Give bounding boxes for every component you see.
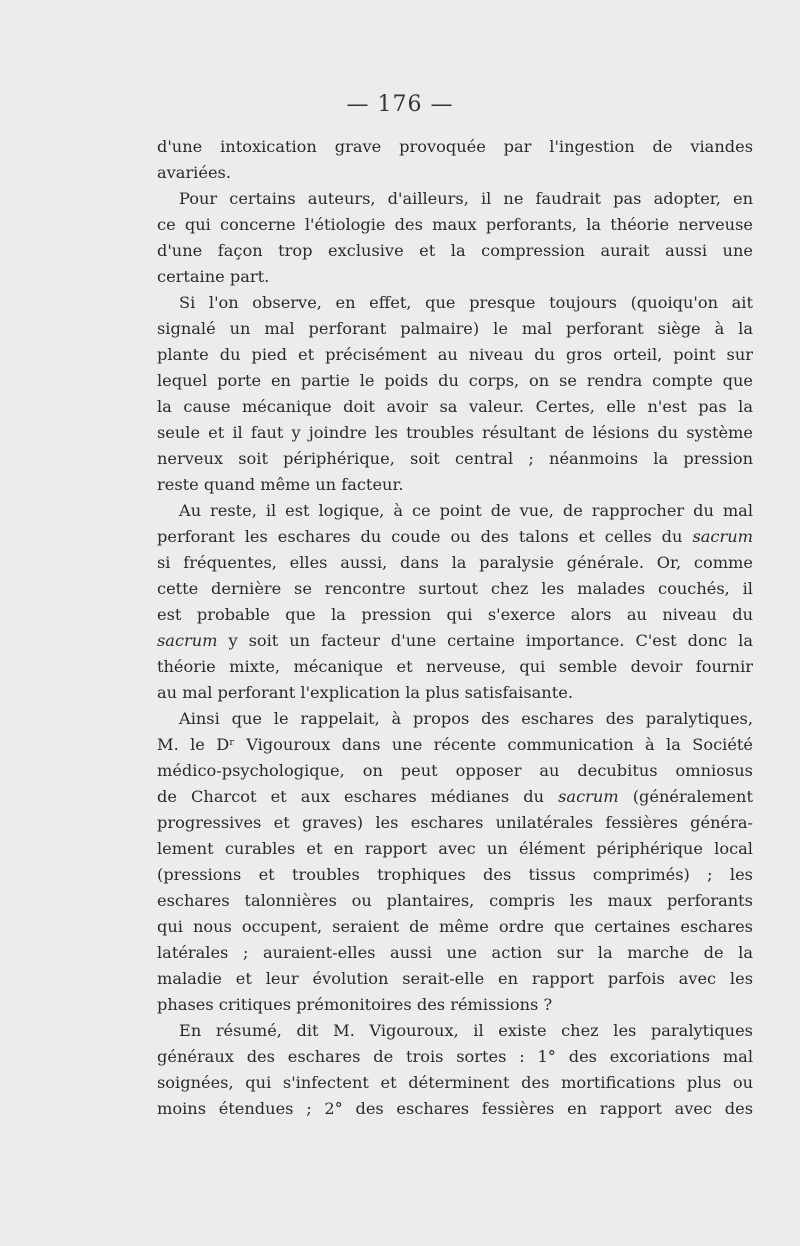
text-line: lequel porte en partie le poids du corps, on se rendra compte que [157,371,753,390]
text-line: Si l'on observe, en effet, que presque toujours (quoiqu'on ait [179,293,753,312]
text-line: d'une intoxication grave provoquée par l'ingestion de viandes [157,137,753,156]
text-line: généraux des eschares de trois sortes : 1° des excoriations mal [157,1047,753,1066]
text-line: plante du pied et précisément au niveau du gros orteil, point sur [157,345,753,364]
text-line [157,784,753,810]
text-line: phases critiques prémonitoires des rémissions ? [157,995,553,1014]
text-line: ce qui concerne l'étiologie des maux perforants, la théorie nerveuse [157,215,753,234]
italic-term: sacrum [692,527,753,546]
page-number: — 176 — [346,92,454,117]
italic-term: sacrum [558,787,619,806]
text-line: En résumé, dit M. Vigouroux, il existe chez les paralytiques [179,1021,753,1040]
text-line: est probable que la pression qui s'exerce alors au niveau du [157,605,753,624]
text-line: soignées, qui s'infectent et déterminent des mortifications plus ou [157,1073,753,1092]
text-segment: de Charcot et aux eschares médianes du [157,787,559,806]
text-line: lement curables et en rapport avec un élément périphérique local [157,839,753,858]
text-line: médico-psychologique, on peut opposer au decubitus omniosus [157,761,753,780]
text-line: Ainsi que le rappelait, à propos des eschares des paralytiques, [179,709,753,728]
text-line: eschares talonnières ou plantaires, compris les maux perforants [157,891,753,910]
text-segment: y soit un facteur d'une certaine importance. C'est donc la [217,631,753,650]
text-line: Pour certains auteurs, d'ailleurs, il ne faudrait pas adopter, en [179,189,753,208]
text-line: cette dernière se rencontre surtout chez les malades couchés, il [157,579,753,598]
text-line: progressives et graves) les eschares unilatérales fessières généra- [157,813,753,832]
text-line: signalé un mal perforant palmaire) le mal perforant siège à la [157,319,753,338]
text-line: moins étendues ; 2° des eschares fessières en rapport avec des [157,1099,753,1118]
text-line: seule et il faut y joindre les troubles résultant de lésions du système [157,423,753,442]
body-text [157,134,753,1122]
text-line: Au reste, il est logique, à ce point de vue, de rapprocher du mal [179,501,753,520]
text-line: si fréquentes, elles aussi, dans la paralysie générale. Or, comme [157,553,753,572]
text-line: certaine part. [157,267,270,286]
text-line: M. le Dʳ Vigouroux dans une récente communication à la Société [157,735,753,754]
text-line: (pressions et troubles trophiques des tissus comprimés) ; les [157,865,753,884]
text-line: maladie et leur évolution serait-elle en rapport parfois avec les [157,969,753,988]
text-line [157,524,753,550]
text-line: théorie mixte, mécanique et nerveuse, qui semble devoir fournir [157,657,753,676]
text-line: avariées. [157,163,231,182]
text-line: qui nous occupent, seraient de même ordre que certaines eschares [157,917,753,936]
text-segment: (généralement [618,787,753,806]
italic-term: sacrum [157,631,218,650]
text-segment: perforant les eschares du coude ou des talons et celles du [157,527,693,546]
text-line: latérales ; auraient-elles aussi une action sur la marche de la [157,943,753,962]
text-line: reste quand même un facteur. [157,475,404,494]
text-line [157,628,753,654]
text-line: d'une façon trop exclusive et la compression aurait aussi une [157,241,753,260]
text-line: la cause mécanique doit avoir sa valeur. Certes, elle n'est pas la [157,397,753,416]
text-line: au mal perforant l'explication la plus satisfaisante. [157,683,573,702]
text-line: nerveux soit périphérique, soit central ; néanmoins la pression [157,449,753,468]
